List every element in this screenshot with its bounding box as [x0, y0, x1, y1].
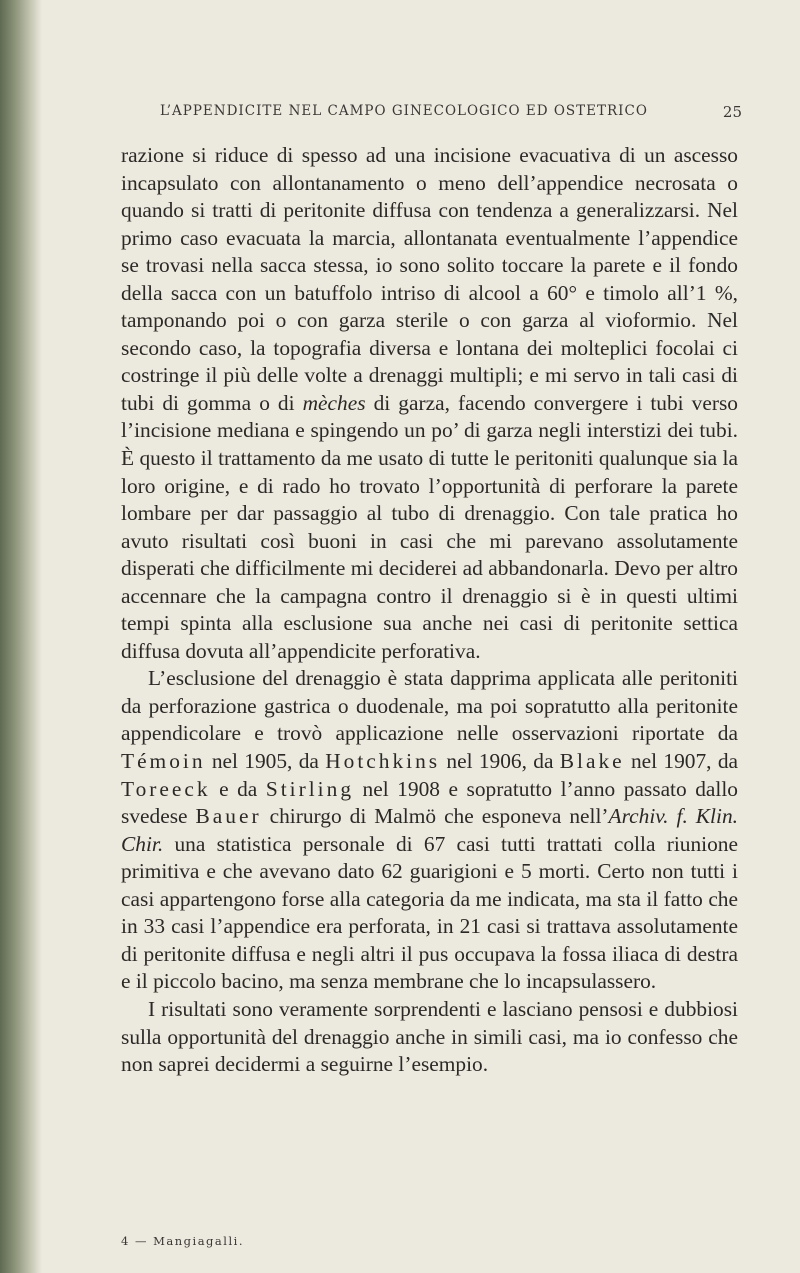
paragraph-1 [121, 142, 738, 665]
paragraph-2-text-2: nel 1905, da [205, 749, 326, 774]
paragraph-2-text-6: nel 1908 e sopratutto l’anno passato dallo svedese [121, 776, 738, 829]
paragraph-2-text-3: nel 1906, da [440, 749, 560, 774]
author-name-stirling: Stirling [265, 776, 355, 801]
paragraph-2 [121, 665, 738, 996]
paragraph-2-text-8: una statistica personale di 67 casi tutti trattati colla riunione primitiva e che avevano dato 62 guarigioni e 5 morti. Certo non tutti i casi appartengono forse alla categoria da me indicata, ma sta il fatto che in 33 casi l’appendice era perforata, in 21 casi si trattava assolutamente di peritonite diffusa e negli altri il pus occupava la fossa iliaca di destra e il piccolo bacino, ma senza membrane che lo incapsulassero. [121, 831, 738, 994]
paragraph-2-text-1: L’esclusione del drenaggio è stata dapprima applicata alle peritoniti da perforazione gastrica o duodenale, ma poi sopratutto alla peritonite appendicolare e trovò applicazione nelle osservazioni riportate da [121, 666, 738, 746]
page-number: 25 [722, 103, 742, 121]
paragraph-1-italic-term: mèches [302, 390, 366, 415]
journal-title: Archiv. f. Klin. Chir. [121, 804, 738, 856]
author-name-temoin: Témoin [121, 749, 206, 774]
author-name-blake: Blake [559, 749, 625, 774]
author-name-toreeck: Toreeck [121, 776, 211, 801]
body-text [121, 142, 738, 1079]
paragraph-3-text: I risultati sono veramente sorprendenti e lasciano pensosi e dubbiosi sulla opportunità del drenaggio anche in simili casi, ma io confesso che non saprei decidermi a seguirne l’esempio. [121, 996, 738, 1077]
paragraph-2-text-4: nel 1907, da [624, 749, 739, 774]
running-head-title: L’APPENDICITE NEL CAMPO GINECOLOGICO ED OSTETRICO [160, 103, 648, 119]
paragraph-1-text-a: razione si riduce di spesso ad una incisione evacuativa di un ascesso incapsulato con allontanamento o meno dell’appendice necrosata o quando si tratti di peritonite diffusa con tendenza a generalizzarsi. Nel primo caso evacuata la marcia, allontanata eventualmente l’appendice se trovasi nella sacca stessa, io sono solito toccare la parete e il fondo della sacca con un batuffolo intriso di alcool a 60° e timolo all’1 %, tamponando poi o con garza sterile o con garza al vioformio. Nel secondo caso, la topografia diversa e lontana dei molteplici focolai ci costringe il più delle volte a drenaggi multipli; e mi servo in tali casi di tubi di gomma o di [121, 143, 738, 415]
paragraph-3 [121, 996, 738, 1079]
author-name-hotchkins: Hotchkins [325, 749, 441, 774]
paragraph-1-text-b: di garza, facendo convergere i tubi verso l’incisione mediana e spingendo un po’ di garza negli interstizi dei tubi. È questo il trattamento da me usato di tutte le peritoniti qualunque sia la loro origine, e di rado ho trovato l’opportunità di perforare la parete lombare per dar passaggio al tubo di drenaggio. Con tale pratica ho avuto risultati così buoni in casi che mi parevano assolutamente disperati che difficilmente mi deciderei ad abbandonarla. Devo per altro accennare che la campagna contro il drenaggio si è in questi ultimi tempi spinta alla esclusione sua anche nei casi di peritonite settica diffusa dovuta all’appendicite perforativa. [121, 390, 738, 663]
paragraph-2-text-5: e da [210, 776, 266, 801]
paragraph-2-text-7: chirurgo di Malmö che esponeva nell’ [261, 804, 609, 829]
signature-mark: 4 — Mangiagalli. [121, 1234, 244, 1248]
author-name-bauer: Bauer [195, 804, 262, 829]
